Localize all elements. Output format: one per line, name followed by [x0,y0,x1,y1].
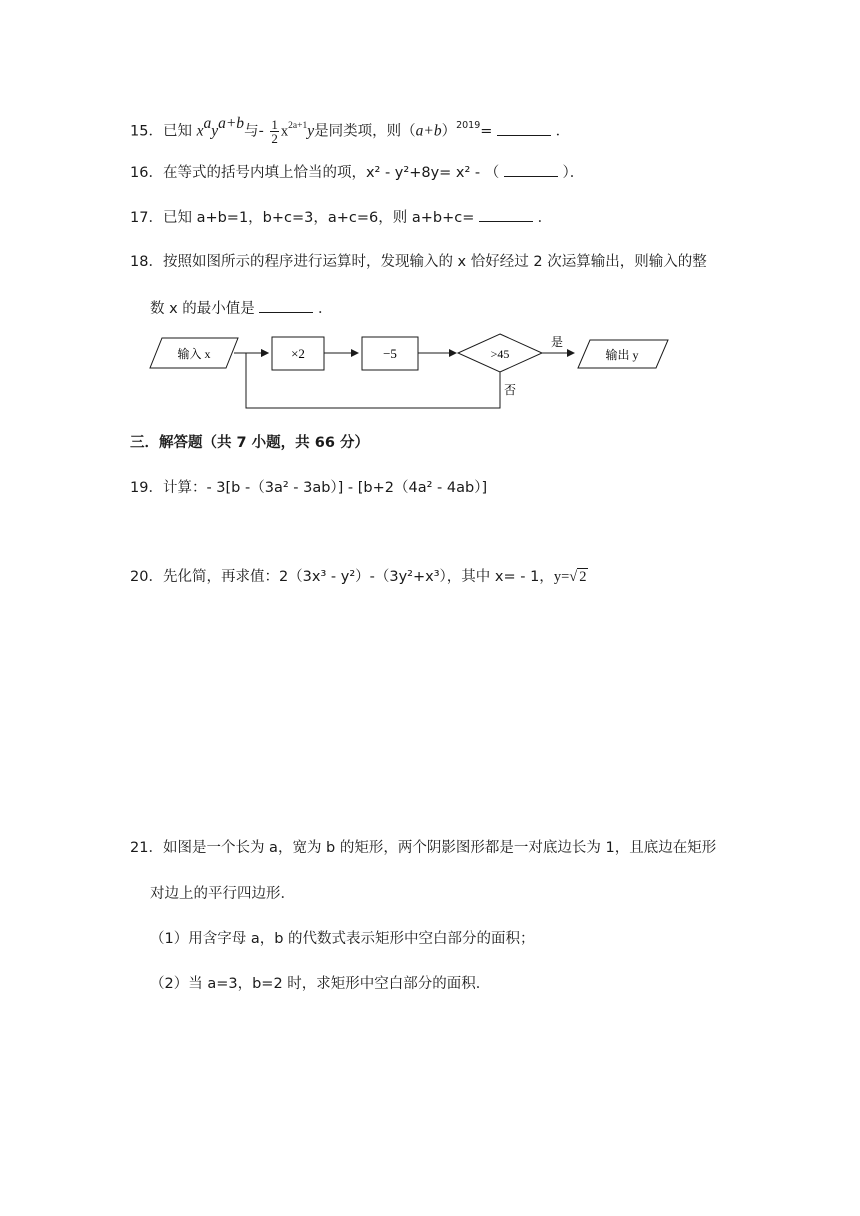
question-21-part-2: （2）当 a=3，b=2 时，求矩形中空白部分的面积． [150,976,491,992]
answer-blank[interactable] [504,162,558,177]
no-label: 否 [504,383,517,397]
input-label: 输入 x [177,347,211,361]
fraction-one-half: $\frac{1}{2}$ [271,117,278,146]
question-21-line-1: 21．如图是一个长为 a，宽为 b 的矩形，两个阴影图形都是一对底边长为 1，且底边在矩形 [130,840,717,856]
answer-blank[interactable] [259,298,313,313]
answer-blank[interactable] [497,121,551,136]
answer-blank[interactable] [479,207,533,222]
question-16: 16．在等式的括号内填上恰当的项，x² - y²+8y= x² - （ ）． [130,162,584,183]
question-15: 15．已知 $x^ay^{a+b}$与- $\frac{1}{2}$ $x^{2a+1}y$是同类项，则$(a+b)^{2019}=$ ． [130,114,571,146]
minus-five-label: −5 [383,346,397,361]
output-label: 输出 y [605,348,639,362]
question-21-line-2: 对边上的平行四边形． [150,886,295,902]
question-17: 17．已知 a+b=1，b+c=3，a+c=6，则 a+b+c= ． [130,207,552,228]
question-18-line-1: 18．按照如图所示的程序进行运算时，发现输入的 x 恰好经过 2 次运算输出，则输入的整 [130,254,707,270]
times-two-label: ×2 [291,346,305,361]
program-flowchart [148,330,673,415]
yes-label: 是 [551,335,564,349]
condition-label: >45 [490,347,510,361]
question-18-line-2: 数 x 的最小值是 ． [150,298,333,319]
loop-back-arrow [246,353,500,408]
question-21-part-1: （1）用含字母 a，b 的代数式表示矩形中空白部分的面积； [150,931,535,947]
y-equals-sqrt-two: y=√ 2 [553,569,587,585]
section-title: 三．解答题（共 7 小题，共 66 分） [130,435,369,451]
question-19: 19．计算：- 3[b -（3a² - 3ab）] - [b+2（4a² - 4ab）] [130,480,488,496]
question-20: 20．先化简，再求值：2（3x³ - y²）-（3y²+x³），其中 x= - 1，y=√ 2 [130,569,587,585]
